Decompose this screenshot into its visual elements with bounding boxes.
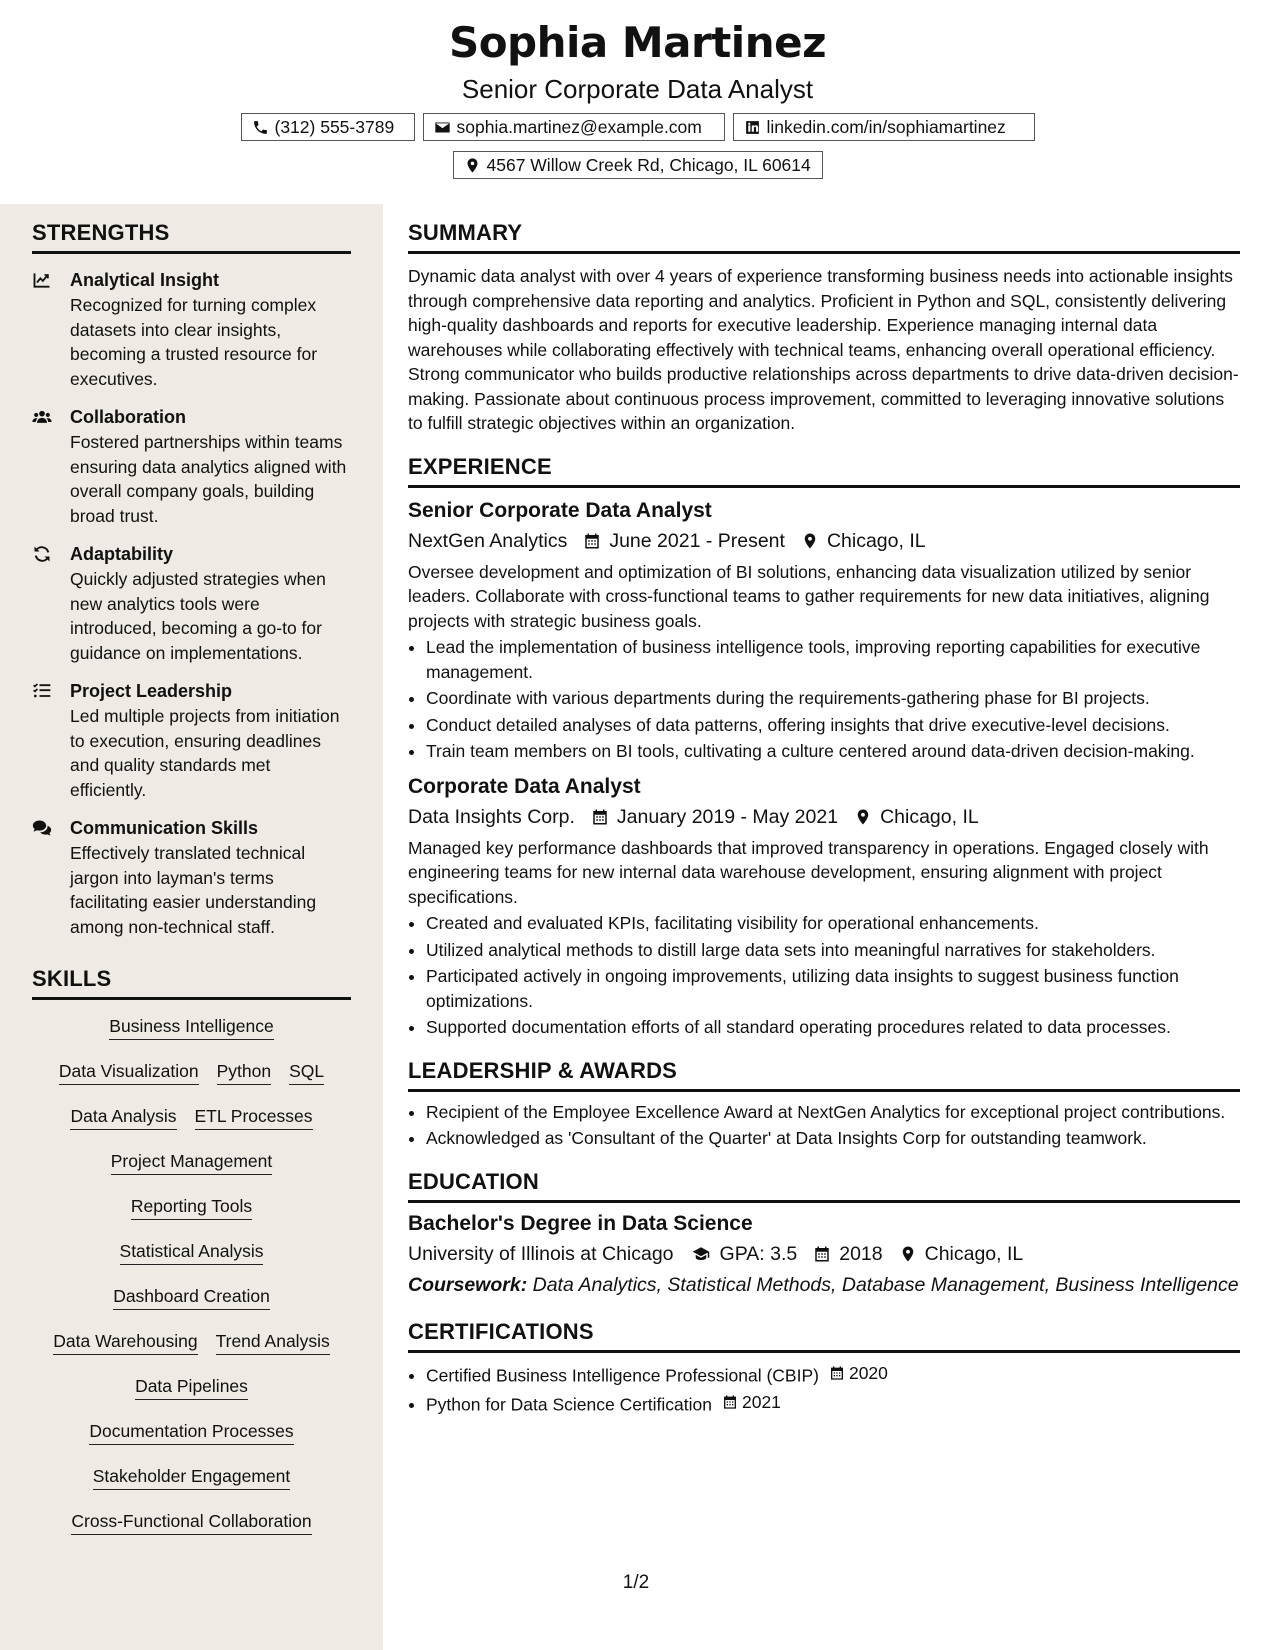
map-pin-icon xyxy=(464,157,481,174)
main-column xyxy=(408,204,1240,1419)
strength-desc: Effectively translated technical jargon into layman's terms facilitating easier understanding among non-technical staff. xyxy=(70,843,317,937)
gpa: GPA: 3.5 xyxy=(719,1242,798,1265)
strength-title: Analytical Insight xyxy=(70,270,220,290)
skill-tag: ETL Processes xyxy=(195,1100,313,1130)
strength-desc: Fostered partnerships within teams ensuring data analytics aligned with overall company goals, building broad trust. xyxy=(70,432,347,526)
email-chip[interactable] xyxy=(423,113,725,141)
experience-section xyxy=(408,454,1240,1040)
skill-tag: Data Analysis xyxy=(70,1100,176,1130)
education-location: Chicago, IL xyxy=(924,1242,1024,1265)
job-dates: June 2021 - Present xyxy=(609,529,785,552)
degree-title: Bachelor's Degree in Data Science xyxy=(408,1211,753,1235)
linkedin-text: linkedin.com/in/sophiamartinez xyxy=(766,116,1006,137)
skill-row xyxy=(32,1325,351,1370)
candidate-name: Sophia Martinez xyxy=(448,18,827,67)
summary-section xyxy=(408,220,1240,436)
contact-row-address xyxy=(0,151,1275,179)
strength-desc: Led multiple projects from initiation to execution, ensuring deadlines and quality standards met efficiently. xyxy=(70,706,340,800)
map-pin-icon xyxy=(854,808,872,826)
address-text: 4567 Willow Creek Rd, Chicago, IL 60614 xyxy=(486,154,811,175)
job-title: Corporate Data Analyst xyxy=(408,774,641,798)
page-number: 1/2 xyxy=(622,1572,650,1593)
comments-icon xyxy=(32,816,70,939)
job-bullets xyxy=(408,911,1240,1040)
skill-row xyxy=(32,1505,351,1550)
skill-tag: Data Visualization xyxy=(59,1055,199,1085)
list-item: • Utilized analytical methods to distill large data sets into meaningful narratives for stakeholders. xyxy=(426,938,1240,963)
users-icon xyxy=(32,405,70,528)
job-location: Chicago, IL xyxy=(826,529,926,552)
cert-name: Python for Data Science Certification xyxy=(426,1394,712,1414)
email-text: sophia.martinez@example.com xyxy=(456,116,702,137)
skill-tag: Python xyxy=(217,1055,271,1085)
skill-row xyxy=(32,1235,351,1280)
coursework xyxy=(408,1273,1240,1298)
skill-tag: SQL xyxy=(289,1055,324,1085)
skills-heading: SKILLS xyxy=(32,966,351,1000)
strength-item xyxy=(32,816,351,939)
skill-row xyxy=(32,1055,351,1100)
skill-tag: Stakeholder Engagement xyxy=(93,1460,291,1490)
job-description: Managed key performance dashboards that improved transparency in operations. Engaged closely with engineering teams for new internal data warehouse development, ensuring alignment with project specifications. xyxy=(408,837,1209,907)
skill-row xyxy=(32,1280,351,1325)
strength-title: Collaboration xyxy=(70,407,186,427)
skill-tag: Statistical Analysis xyxy=(120,1235,264,1265)
skill-row xyxy=(32,1145,351,1190)
job-meta xyxy=(408,802,1240,832)
job-company: NextGen Analytics xyxy=(408,529,568,552)
job-entry xyxy=(408,772,1240,1040)
map-pin-icon xyxy=(801,532,819,550)
calendar-icon xyxy=(813,1245,831,1263)
awards-section xyxy=(408,1058,1240,1151)
list-item: • Participated actively in ongoing improvements, utilizing data insights to suggest business function optimizations. xyxy=(426,964,1240,1013)
strength-item xyxy=(32,268,351,391)
skill-row xyxy=(32,1370,351,1415)
skill-tag: Documentation Processes xyxy=(89,1415,293,1445)
coursework-label: Coursework: xyxy=(408,1273,528,1296)
skill-tag: Reporting Tools xyxy=(131,1190,252,1220)
task-list-icon xyxy=(32,679,70,802)
map-pin-icon xyxy=(899,1245,917,1263)
cert-year: 2020 xyxy=(848,1363,888,1383)
skill-tag: Cross-Functional Collaboration xyxy=(71,1505,311,1535)
education-meta xyxy=(408,1239,1240,1269)
envelope-icon xyxy=(434,119,451,136)
phone-chip[interactable] xyxy=(241,113,415,141)
strength-title: Project Leadership xyxy=(70,681,233,701)
list-item: • Conduct detailed analyses of data patterns, offering insights that drive executive-level decisions. xyxy=(426,713,1240,738)
coursework-text: Data Analytics, Statistical Methods, Database Management, Business Intelligence xyxy=(532,1273,1239,1296)
strengths-heading: STRENGTHS xyxy=(32,220,351,254)
calendar-icon xyxy=(829,1365,845,1381)
list-item: • Acknowledged as 'Consultant of the Quarter' at Data Insights Corp for outstanding teamwork. xyxy=(426,1126,1240,1151)
certifications-section xyxy=(408,1319,1240,1417)
awards-list xyxy=(408,1100,1240,1151)
list-item xyxy=(426,1390,1240,1417)
school-name: University of Illinois at Chicago xyxy=(408,1242,674,1265)
summary-heading: SUMMARY xyxy=(408,220,1240,254)
skill-tag: Project Management xyxy=(111,1145,272,1175)
chart-line-icon xyxy=(32,268,70,391)
skills-list xyxy=(32,1010,351,1550)
list-item: • Created and evaluated KPIs, facilitating visibility for operational enhancements. xyxy=(426,911,1240,936)
linkedin-chip[interactable] xyxy=(733,113,1035,141)
address-chip[interactable] xyxy=(453,151,823,179)
contact-row xyxy=(0,113,1275,141)
strength-title: Adaptability xyxy=(70,544,174,564)
calendar-icon xyxy=(722,1394,738,1410)
skill-tag: Dashboard Creation xyxy=(113,1280,270,1310)
skills-section xyxy=(32,966,351,1550)
certifications-heading: CERTIFICATIONS xyxy=(408,1319,1240,1353)
skill-row xyxy=(32,1460,351,1505)
list-item: • Train team members on BI tools, cultivating a culture centered around data-driven decision-making. xyxy=(426,739,1240,764)
job-meta xyxy=(408,526,1240,556)
awards-heading: LEADERSHIP & AWARDS xyxy=(408,1058,1240,1092)
job-bullets xyxy=(408,635,1240,764)
skill-row xyxy=(32,1010,351,1055)
strength-item xyxy=(32,405,351,528)
list-item: • Supported documentation efforts of all standard operating procedures related to data processes. xyxy=(426,1015,1240,1040)
job-company: Data Insights Corp. xyxy=(408,805,575,828)
cert-year: 2021 xyxy=(741,1391,781,1412)
graduation-cap-icon xyxy=(690,1245,712,1263)
skill-tag: Business Intelligence xyxy=(109,1010,273,1040)
grad-year: 2018 xyxy=(839,1242,883,1265)
list-item: • Lead the implementation of business intelligence tools, improving reporting capabilities for executive management. xyxy=(426,635,1240,684)
candidate-title: Senior Corporate Data Analyst xyxy=(461,74,814,104)
strength-item xyxy=(32,679,351,802)
strength-desc: Quickly adjusted strategies when new analytics tools were introduced, becoming a go-to for guidance on implementations. xyxy=(70,569,326,663)
skill-row xyxy=(32,1190,351,1235)
calendar-icon xyxy=(591,808,609,826)
job-description: Oversee development and optimization of BI solutions, enhancing data visualization utilized by senior leaders. Collaborate with cross-functional teams to gather requirements for new data initiatives, aligning projects with strategic business goals. xyxy=(408,561,1210,631)
job-title: Senior Corporate Data Analyst xyxy=(408,498,712,522)
experience-heading: EXPERIENCE xyxy=(408,454,1240,488)
skill-tag: Trend Analysis xyxy=(216,1325,330,1355)
skill-row xyxy=(32,1100,351,1145)
phone-icon xyxy=(252,119,269,136)
sidebar xyxy=(0,204,383,1650)
skill-tag: Data Warehousing xyxy=(53,1325,197,1355)
sync-icon xyxy=(32,542,70,665)
certifications-list xyxy=(408,1361,1240,1417)
strength-desc: Recognized for turning complex datasets into clear insights, becoming a trusted resource for executives. xyxy=(70,295,318,389)
list-item: • Coordinate with various departments during the requirements-gathering phase for BI projects. xyxy=(426,686,1240,711)
linkedin-icon xyxy=(744,119,761,136)
job-dates: January 2019 - May 2021 xyxy=(616,805,839,828)
strength-item xyxy=(32,542,351,665)
cert-name: Certified Business Intelligence Professional (CBIP) xyxy=(426,1365,819,1386)
strength-title: Communication Skills xyxy=(70,818,259,838)
education-section xyxy=(408,1169,1240,1298)
strengths-section xyxy=(32,220,351,939)
skill-row xyxy=(32,1415,351,1460)
list-item xyxy=(426,1361,1240,1388)
list-item: • Recipient of the Employee Excellence Award at NextGen Analytics for exceptional project contributions. xyxy=(426,1100,1240,1125)
job-location: Chicago, IL xyxy=(880,805,979,828)
phone-text: (312) 555-3789 xyxy=(274,116,395,137)
education-heading: EDUCATION xyxy=(408,1169,1240,1203)
job-entry xyxy=(408,496,1240,764)
skill-tag: Data Pipelines xyxy=(135,1370,248,1400)
resume-header xyxy=(0,0,1275,204)
summary-text: Dynamic data analyst with over 4 years of experience transforming business needs into actionable insights through comprehensive data reporting and analytics. Proficient in Python and SQL, consistently delivering high-quality dashboards and reports for executive leadership. Experience managing internal data warehouses while collaborating effectively with technical teams, enhancing overall operational efficiency. Strong communicator who builds productive relationships across departments to drive data-driven decision-making. Passionate about continuous process improvement, committed to leveraging innovative solutions to fulfill strategic objectives within an organization. xyxy=(408,266,1239,433)
calendar-icon xyxy=(583,532,601,550)
